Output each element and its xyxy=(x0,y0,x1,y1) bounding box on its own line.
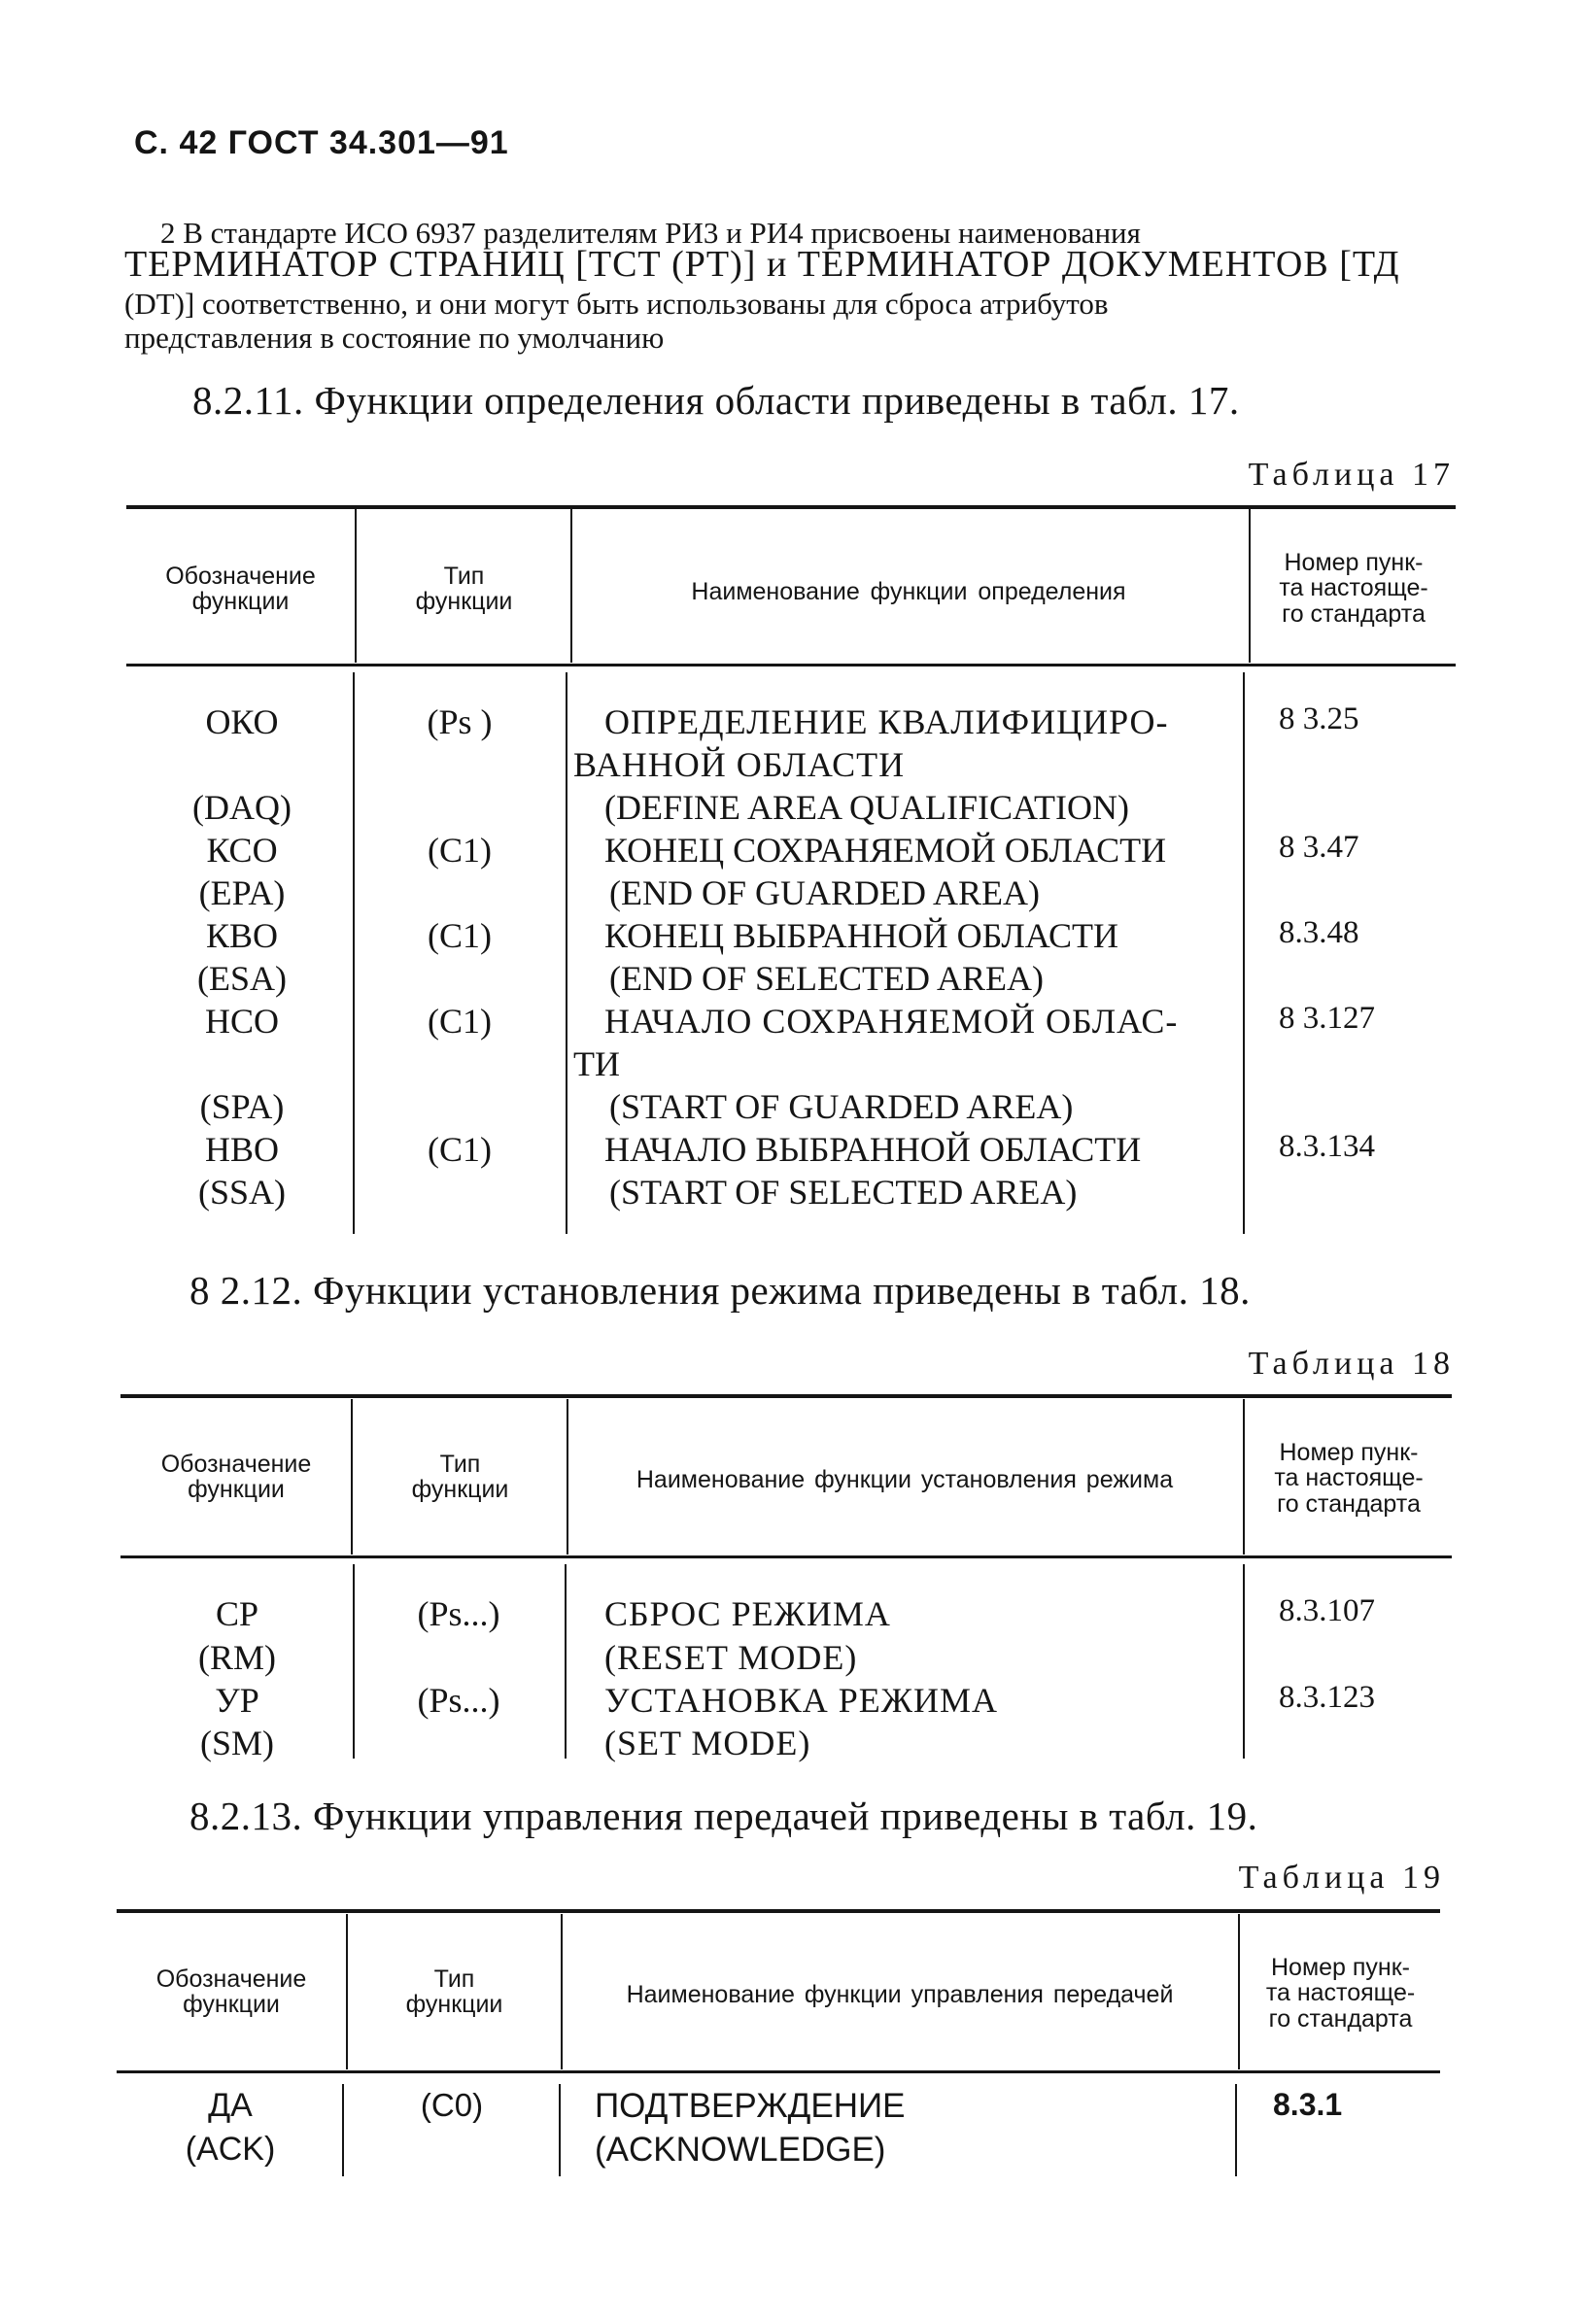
table-18-caption: Таблица 18 xyxy=(1248,1346,1455,1382)
table-17-name: НАЧАЛО СОХРАНЯЕМОЙ ОБЛАС- xyxy=(604,1002,1179,1041)
table-17-ref: 8.3.134 xyxy=(1279,1129,1375,1164)
note-line-2: ТЕРМИНАТОР СТРАНИЦ [ТСТ (PT)] и ТЕРМИНАТОР ДОКУМЕНТОВ [ТД xyxy=(124,244,1400,285)
section-8-2-11: 8.2.11. Функции определения области приведены в табл. 17. xyxy=(192,378,1240,423)
table-18-code: УР xyxy=(215,1681,259,1720)
table-19-code: ДА xyxy=(208,2087,253,2124)
table-18-type: (Ps...) xyxy=(417,1594,500,1633)
table-18-divider xyxy=(567,1399,568,1555)
table-17-name: (DEFINE AREA QUALIFICATION) xyxy=(604,788,1129,827)
table-17-header-name xyxy=(573,579,1244,604)
table-17-name: ОПРЕДЕЛЕНИЕ КВАЛИФИЦИРО- xyxy=(604,702,1169,741)
table-17-code: (ESA) xyxy=(197,959,287,998)
table-17-header-ref xyxy=(1252,550,1456,627)
table-19-ref: 8.3.1 xyxy=(1273,2087,1343,2122)
table-17-type: (C1) xyxy=(428,916,492,955)
table-19-divider xyxy=(342,2084,344,2176)
table-18-type: (Ps...) xyxy=(417,1681,500,1720)
table-17-code: НСО xyxy=(204,1002,279,1041)
table-17-code: (SSA) xyxy=(197,1173,287,1212)
table-17-code: НВО xyxy=(204,1130,279,1169)
header-text: Обозначение функции xyxy=(155,1965,307,2019)
table-17-code: КСО xyxy=(206,831,278,870)
table-17-name: (START OF SELECTED AREA) xyxy=(609,1173,1078,1212)
note-line-1: 2 В стандарте ИСО 6937 разделителям РИ3 и РИ4 присвоены наименования xyxy=(160,216,1141,250)
header-text: Номер пунк- та настояще- го стандарта xyxy=(1274,1439,1424,1518)
table-17-divider xyxy=(1249,509,1251,663)
table-19-header-rule xyxy=(117,2070,1440,2073)
table-19-divider xyxy=(561,1914,563,2069)
table-18-name: (SET MODE) xyxy=(604,1724,811,1762)
table-17-ref: 8 3.127 xyxy=(1279,1001,1375,1036)
table-18-divider xyxy=(565,1564,567,1759)
table-19-name: (ACKNOWLEDGE) xyxy=(595,2131,886,2169)
page-header: С. 42 ГОСТ 34.301—91 xyxy=(134,124,509,161)
table-17-divider xyxy=(566,672,567,1234)
header-text: Наименование функции определения xyxy=(691,578,1126,605)
table-18-divider xyxy=(1243,1399,1245,1555)
table-17-name: КОНЕЦ СОХРАНЯЕМОЙ ОБЛАСТИ xyxy=(604,831,1167,870)
table-19-divider xyxy=(1238,1914,1240,2069)
table-18-divider xyxy=(1243,1564,1245,1759)
table-17-divider xyxy=(1243,672,1245,1234)
note-line-4: представления в состояние по умолчанию xyxy=(124,321,665,355)
table-19-top-rule xyxy=(117,1909,1440,1913)
table-17-name: (END OF GUARDED AREA) xyxy=(609,873,1040,912)
table-17-header-designation xyxy=(131,564,350,615)
table-18-name: (RESET MODE) xyxy=(604,1638,858,1677)
table-17-divider xyxy=(570,509,572,663)
table-19-divider xyxy=(559,2084,561,2176)
table-17-header-type xyxy=(360,564,568,615)
table-19-header-name xyxy=(564,1982,1236,2007)
table-17-name: КОНЕЦ ВЫБРАННОЙ ОБЛАСТИ xyxy=(604,916,1118,955)
table-17-code: (SPA) xyxy=(199,1087,285,1126)
table-18-top-rule xyxy=(120,1394,1452,1398)
table-17-type: (Ps ) xyxy=(427,702,493,741)
table-19-header-designation xyxy=(120,1966,342,2018)
table-18-code: (SM) xyxy=(199,1724,274,1762)
header-text: Тип функции xyxy=(411,1451,509,1504)
note-line-3: (DT)] соответственно, и они могут быть использованы для сброса атрибутов xyxy=(124,287,1109,321)
table-17-divider xyxy=(353,672,355,1234)
header-text: Тип функции xyxy=(415,563,513,616)
table-18-header-type xyxy=(356,1452,565,1503)
section-8-2-12: 8 2.12. Функции установления режима приведены в табл. 18. xyxy=(189,1268,1251,1313)
table-19-divider xyxy=(1235,2084,1237,2176)
header-text: Номер пунк- та настояще- го стандарта xyxy=(1279,549,1428,628)
table-17-type: (C1) xyxy=(428,1002,492,1041)
table-18-ref: 8.3.123 xyxy=(1279,1680,1375,1715)
table-17-ref: 8 3.25 xyxy=(1279,701,1359,736)
table-17-header-rule xyxy=(126,664,1456,666)
table-18-header-ref xyxy=(1246,1440,1452,1517)
table-19-type: (C0) xyxy=(420,2087,484,2123)
table-17-ref: 8 3.47 xyxy=(1279,830,1359,865)
header-text: Обозначение функции xyxy=(165,563,316,616)
table-17-code: ОКО xyxy=(205,702,279,741)
header-text: Тип функции xyxy=(405,1965,503,2019)
header-text: Наименование функции управления передачей xyxy=(626,1981,1174,2008)
header-text: Наименование функции установления режима xyxy=(636,1466,1174,1493)
table-17-type: (C1) xyxy=(428,831,492,870)
table-18-divider xyxy=(351,1399,353,1555)
table-18-code: СР xyxy=(215,1594,259,1633)
table-18-header-rule xyxy=(120,1555,1452,1558)
table-17-code: (EPA) xyxy=(198,873,286,912)
table-17-top-rule xyxy=(126,505,1456,509)
table-17-name: НАЧАЛО ВЫБРАННОЙ ОБЛАСТИ xyxy=(604,1130,1142,1169)
table-17-divider xyxy=(355,509,357,663)
table-17-ref: 8.3.48 xyxy=(1279,915,1359,950)
table-17-name: ТИ xyxy=(573,1044,620,1083)
table-18-code: (RM) xyxy=(198,1638,276,1677)
table-17-name: ВАННОЙ ОБЛАСТИ xyxy=(573,745,906,784)
table-18-header-name xyxy=(569,1467,1240,1492)
table-19-divider xyxy=(346,1914,348,2069)
section-8-2-13: 8.2.13. Функции управления передачей приведены в табл. 19. xyxy=(189,1794,1258,1838)
table-17-code: (DAQ) xyxy=(192,788,292,827)
table-17-code: КВО xyxy=(205,916,279,955)
table-18-ref: 8.3.107 xyxy=(1279,1593,1375,1628)
table-19-code: (ACK) xyxy=(185,2131,276,2168)
table-19-caption: Таблица 19 xyxy=(1238,1860,1445,1896)
table-17-name: (START OF GUARDED AREA) xyxy=(609,1087,1074,1126)
table-18-divider xyxy=(353,1564,355,1759)
table-17-caption: Таблица 17 xyxy=(1248,457,1455,493)
table-19-header-type xyxy=(350,1966,559,2018)
header-text: Номер пунк- та настояще- го стандарта xyxy=(1265,1954,1416,2033)
table-18-name: УСТАНОВКА РЕЖИМА xyxy=(604,1681,998,1720)
header-text: Обозначение функции xyxy=(160,1451,312,1504)
table-18-header-designation xyxy=(124,1452,348,1503)
table-19-name: ПОДТВЕРЖДЕНИЕ xyxy=(595,2087,906,2125)
table-17-type: (C1) xyxy=(428,1130,492,1169)
table-18-name: СБРОС РЕЖИМА xyxy=(604,1594,891,1633)
table-19-header-ref xyxy=(1241,1955,1440,2032)
table-17-name: (END OF SELECTED AREA) xyxy=(609,959,1044,998)
